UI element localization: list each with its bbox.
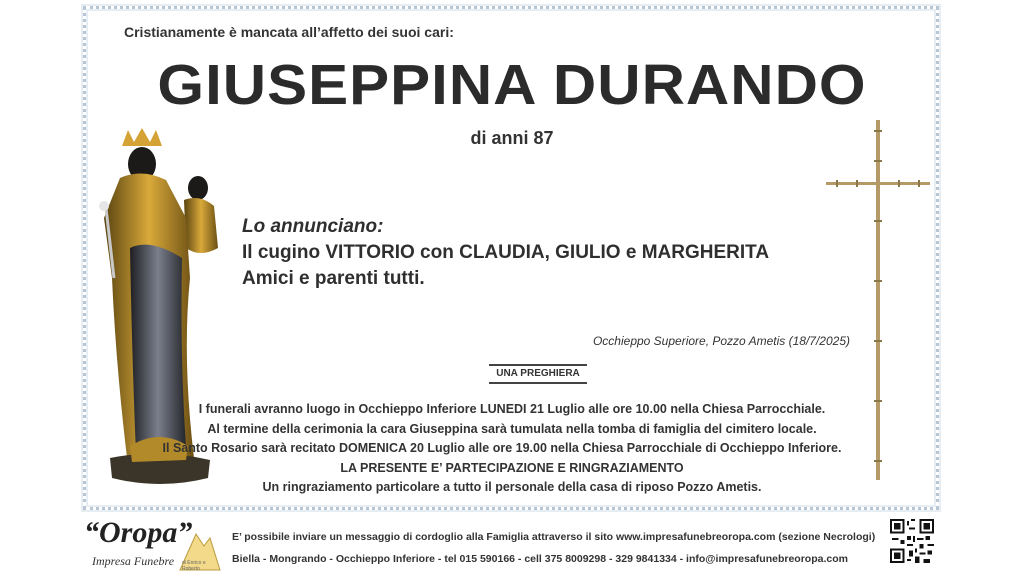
condolence-message-info: E’ possibile inviare un messaggio di cordoglio alla Famiglia attraverso il sito www.impresafunebreoropa.com (sezione Necrologi) xyxy=(232,531,876,543)
announce-friends: Amici e parenti tutti. xyxy=(242,268,425,289)
logo-subtitle: Impresa Funebre xyxy=(92,554,175,568)
funeral-line: I funerali avranno luogo in Occhieppo Inferiore LUNEDI 21 Luglio alle ore 10.00 nella Chiesa Parrocchiale. xyxy=(198,402,826,416)
footer-contact xyxy=(232,526,875,570)
announcement-block xyxy=(242,214,769,292)
address-info: Biella - Mongrando - Occhieppo Inferiore - tel 015 590166 - cell 375 8009298 - 329 9841334 - info@impresafunebreoropa.com xyxy=(232,553,848,565)
logo-title: “Oropa” xyxy=(84,516,193,549)
funeral-details xyxy=(0,400,1024,498)
funeral-line: Il Santo Rosario sarà recitato DOMENICA 20 Luglio alle ore 19.00 nella Chiesa Parrocchiale di Occhieppo Inferiore. xyxy=(162,441,842,455)
funeral-line: Al termine della cerimonia la cara Giuseppina sarà tumulata nella tomba di famiglia del cimitero locale. xyxy=(207,421,817,436)
qr-code-icon[interactable] xyxy=(890,519,934,563)
announce-heading: Lo annunciano: xyxy=(242,216,384,237)
prayer-button[interactable]: UNA PREGHIERA xyxy=(489,364,587,384)
funeral-home-logo xyxy=(84,516,224,574)
funeral-line: LA PRESENTE E’ PARTECIPAZIONE E RINGRAZIAMENTO xyxy=(340,460,684,475)
deceased-name: GIUSEPPINA DURANDO xyxy=(157,52,867,117)
place-and-date: Occhieppo Superiore, Pozzo Ametis (18/7/2025) xyxy=(592,334,850,348)
intro-text: Cristianamente è mancata all’affetto dei suoi cari: xyxy=(124,24,454,40)
announce-relatives: Il cugino VITTORIO con CLAUDIA, GIULIO e MARGHERITA xyxy=(242,242,770,263)
funeral-line: Un ringraziamento particolare a tutto il personale della casa di riposo Pozzo Ametis. xyxy=(262,480,762,494)
logo-owners: di Enrico e Roberto xyxy=(182,560,206,572)
deceased-age: di anni 87 xyxy=(470,128,554,148)
